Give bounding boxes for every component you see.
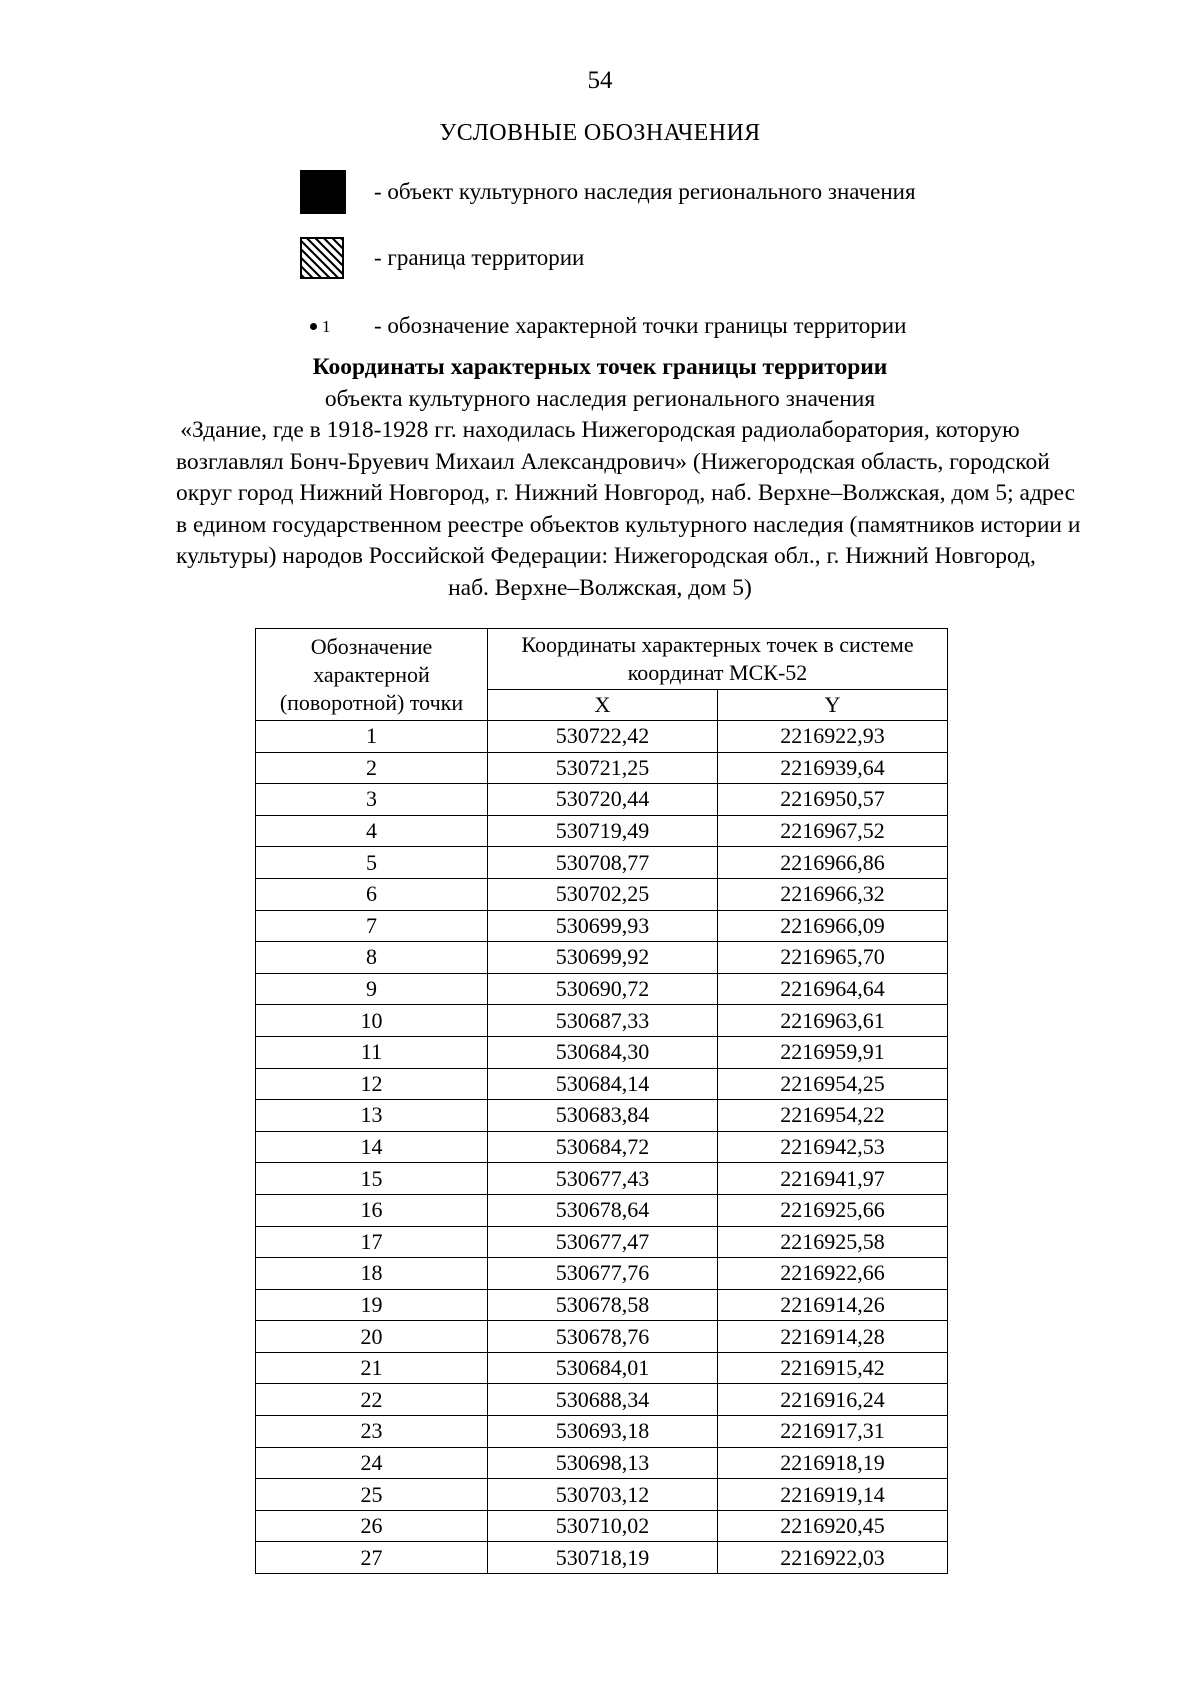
table-cell-y: 2216966,32: [718, 878, 948, 910]
table-cell-y: 2216925,66: [718, 1194, 948, 1226]
table-cell-x: 530678,58: [488, 1289, 718, 1321]
table-cell-point: 2: [256, 752, 488, 784]
table-cell-point: 13: [256, 1100, 488, 1132]
title-line-4: возглавлял Бонч-Бруевич Михаил Александрович» (Нижегородская область, городской: [176, 448, 1050, 475]
table-cell-y: 2216920,45: [718, 1510, 948, 1542]
table-cell-x: 530677,76: [488, 1258, 718, 1290]
table-cell-point: 16: [256, 1194, 488, 1226]
point-marker-icon: [300, 318, 331, 335]
coordinates-table-container: [255, 628, 947, 1574]
table-row: [256, 784, 948, 816]
legend-list: [300, 168, 1160, 350]
table-cell-y: 2216922,03: [718, 1542, 948, 1574]
table-row: [256, 1447, 948, 1479]
column-header-point: [256, 629, 488, 721]
table-row: [256, 1321, 948, 1353]
column-header-x: X: [488, 690, 718, 721]
table-row: [256, 1100, 948, 1132]
table-cell-point: 8: [256, 942, 488, 974]
legend-item-heritage-object: [300, 168, 1160, 216]
table-cell-x: 530677,47: [488, 1226, 718, 1258]
table-cell-point: 14: [256, 1131, 488, 1163]
table-row: [256, 1131, 948, 1163]
table-cell-point: 12: [256, 1068, 488, 1100]
hatched-square-icon: [300, 237, 344, 279]
table-cell-y: 2216925,58: [718, 1226, 948, 1258]
table-cell-point: 5: [256, 847, 488, 879]
solid-black-square-icon: [300, 170, 346, 214]
table-cell-y: 2216967,52: [718, 815, 948, 847]
table-cell-y: 2216963,61: [718, 1005, 948, 1037]
table-cell-point: 25: [256, 1479, 488, 1511]
table-cell-point: 1: [256, 721, 488, 753]
table-row: [256, 1384, 948, 1416]
table-cell-y: 2216941,97: [718, 1163, 948, 1195]
table-cell-point: 17: [256, 1226, 488, 1258]
table-cell-point: 15: [256, 1163, 488, 1195]
page-number: 54: [587, 67, 613, 94]
table-row: [256, 1479, 948, 1511]
column-header-coordinates-line2: координат МСК-52: [627, 660, 808, 685]
table-cell-point: 6: [256, 878, 488, 910]
table-row: [256, 1163, 948, 1195]
table-cell-y: 2216950,57: [718, 784, 948, 816]
table-row: [256, 1194, 948, 1226]
legend-item-label: - граница территории: [374, 245, 585, 270]
table-cell-y: 2216964,64: [718, 973, 948, 1005]
table-row: [256, 973, 948, 1005]
table-cell-y: 2216966,09: [718, 910, 948, 942]
table-row: [256, 721, 948, 753]
column-header-point-line3: (поворотной) точки: [279, 689, 464, 715]
table-row: [256, 942, 948, 974]
table-cell-x: 530719,49: [488, 815, 718, 847]
legend-swatch-cell: [300, 237, 362, 279]
table-cell-x: 530684,01: [488, 1352, 718, 1384]
table-cell-x: 530684,14: [488, 1068, 718, 1100]
table-cell-x: 530687,33: [488, 1005, 718, 1037]
legend-item-characteristic-point: [300, 302, 1160, 350]
point-marker-number: 1: [322, 316, 331, 336]
coordinates-table: [255, 628, 948, 1574]
table-row: [256, 1036, 948, 1068]
table-cell-x: 530678,64: [488, 1194, 718, 1226]
table-cell-point: 4: [256, 815, 488, 847]
table-row: [256, 1510, 948, 1542]
table-cell-y: 2216915,42: [718, 1352, 948, 1384]
table-cell-point: 21: [256, 1352, 488, 1384]
legend-heading: УСЛОВНЫЕ ОБОЗНАЧЕНИЯ: [439, 120, 761, 146]
title-line-6: в едином государственном реестре объектов культурного наследия (памятников истории и: [176, 511, 1081, 538]
legend-swatch-cell: [300, 170, 362, 214]
title-line-8: наб. Верхне–Волжская, дом 5): [448, 574, 752, 601]
table-row: [256, 1352, 948, 1384]
table-cell-x: 530690,72: [488, 973, 718, 1005]
legend-item-label: - объект культурного наследия регионального значения: [374, 179, 916, 204]
table-cell-y: 2216916,24: [718, 1384, 948, 1416]
table-row: [256, 878, 948, 910]
coordinates-table-body: [256, 721, 948, 1574]
table-row: [256, 1226, 948, 1258]
table-cell-x: 530684,30: [488, 1036, 718, 1068]
table-cell-x: 530677,43: [488, 1163, 718, 1195]
table-cell-point: 11: [256, 1036, 488, 1068]
coordinates-table-head: [256, 629, 948, 721]
table-row: [256, 1542, 948, 1574]
table-cell-x: 530683,84: [488, 1100, 718, 1132]
table-cell-x: 530720,44: [488, 784, 718, 816]
legend-item-territory-boundary: [300, 234, 1160, 282]
table-cell-point: 9: [256, 973, 488, 1005]
table-header-row-1: [256, 629, 948, 690]
table-row: [256, 1416, 948, 1448]
table-cell-x: 530699,92: [488, 942, 718, 974]
table-cell-x: 530693,18: [488, 1416, 718, 1448]
table-row: [256, 1068, 948, 1100]
table-cell-point: 10: [256, 1005, 488, 1037]
title-line-7: культуры) народов Российской Федерации: Нижегородская обл., г. Нижний Новгород,: [176, 543, 1036, 569]
table-cell-y: 2216942,53: [718, 1131, 948, 1163]
table-cell-x: 530688,34: [488, 1384, 718, 1416]
table-cell-y: 2216954,25: [718, 1068, 948, 1100]
table-cell-x: 530721,25: [488, 752, 718, 784]
table-cell-point: 18: [256, 1258, 488, 1290]
table-cell-point: 26: [256, 1510, 488, 1542]
table-cell-point: 3: [256, 784, 488, 816]
table-cell-x: 530718,19: [488, 1542, 718, 1574]
legend-swatch-cell: [300, 318, 362, 335]
document-title-block: [176, 352, 1081, 604]
table-cell-y: 2216965,70: [718, 942, 948, 974]
table-cell-y: 2216954,22: [718, 1100, 948, 1132]
column-header-y: Y: [718, 690, 948, 721]
dot-icon: [310, 323, 317, 330]
title-line-2: объекта культурного наследия регионального значения: [324, 385, 876, 412]
table-cell-x: 530703,12: [488, 1479, 718, 1511]
table-cell-y: 2216959,91: [718, 1036, 948, 1068]
table-row: [256, 910, 948, 942]
legend-item-label: - обозначение характерной точки границы территории: [374, 313, 907, 338]
table-cell-y: 2216918,19: [718, 1447, 948, 1479]
table-cell-y: 2216939,64: [718, 752, 948, 784]
table-row: [256, 1005, 948, 1037]
title-line-3: «Здание, где в 1918-1928 гг. находилась Нижегородская радиолаборатория, которую: [180, 417, 1020, 443]
column-header-coordinates-group: [488, 629, 948, 690]
table-cell-point: 27: [256, 1542, 488, 1574]
table-row: [256, 815, 948, 847]
table-cell-point: 24: [256, 1447, 488, 1479]
column-header-point-line2: характерной: [313, 661, 430, 687]
table-cell-point: 23: [256, 1416, 488, 1448]
table-cell-point: 22: [256, 1384, 488, 1416]
table-cell-x: 530708,77: [488, 847, 718, 879]
table-cell-x: 530698,13: [488, 1447, 718, 1479]
table-row: [256, 1258, 948, 1290]
table-cell-x: 530710,02: [488, 1510, 718, 1542]
table-row: [256, 752, 948, 784]
table-cell-y: 2216966,86: [718, 847, 948, 879]
table-cell-x: 530699,93: [488, 910, 718, 942]
table-cell-x: 530684,72: [488, 1131, 718, 1163]
column-header-coordinates-line1: Координаты характерных точек в системе: [521, 632, 914, 657]
table-row: [256, 847, 948, 879]
table-cell-y: 2216914,26: [718, 1289, 948, 1321]
table-cell-x: 530722,42: [488, 721, 718, 753]
column-header-point-line1: Обозначение: [310, 633, 433, 659]
table-cell-y: 2216922,93: [718, 721, 948, 753]
table-cell-x: 530702,25: [488, 878, 718, 910]
title-line-1: Координаты характерных точек границы территории: [312, 354, 888, 380]
table-cell-point: 20: [256, 1321, 488, 1353]
table-cell-point: 19: [256, 1289, 488, 1321]
table-cell-y: 2216919,14: [718, 1479, 948, 1511]
title-line-5: округ город Нижний Новгород, г. Нижний Новгород, наб. Верхне–Волжская, дом 5; адрес: [176, 480, 1076, 506]
table-cell-point: 7: [256, 910, 488, 942]
table-cell-y: 2216922,66: [718, 1258, 948, 1290]
table-row: [256, 1289, 948, 1321]
table-cell-y: 2216917,31: [718, 1416, 948, 1448]
table-cell-y: 2216914,28: [718, 1321, 948, 1353]
table-cell-x: 530678,76: [488, 1321, 718, 1353]
